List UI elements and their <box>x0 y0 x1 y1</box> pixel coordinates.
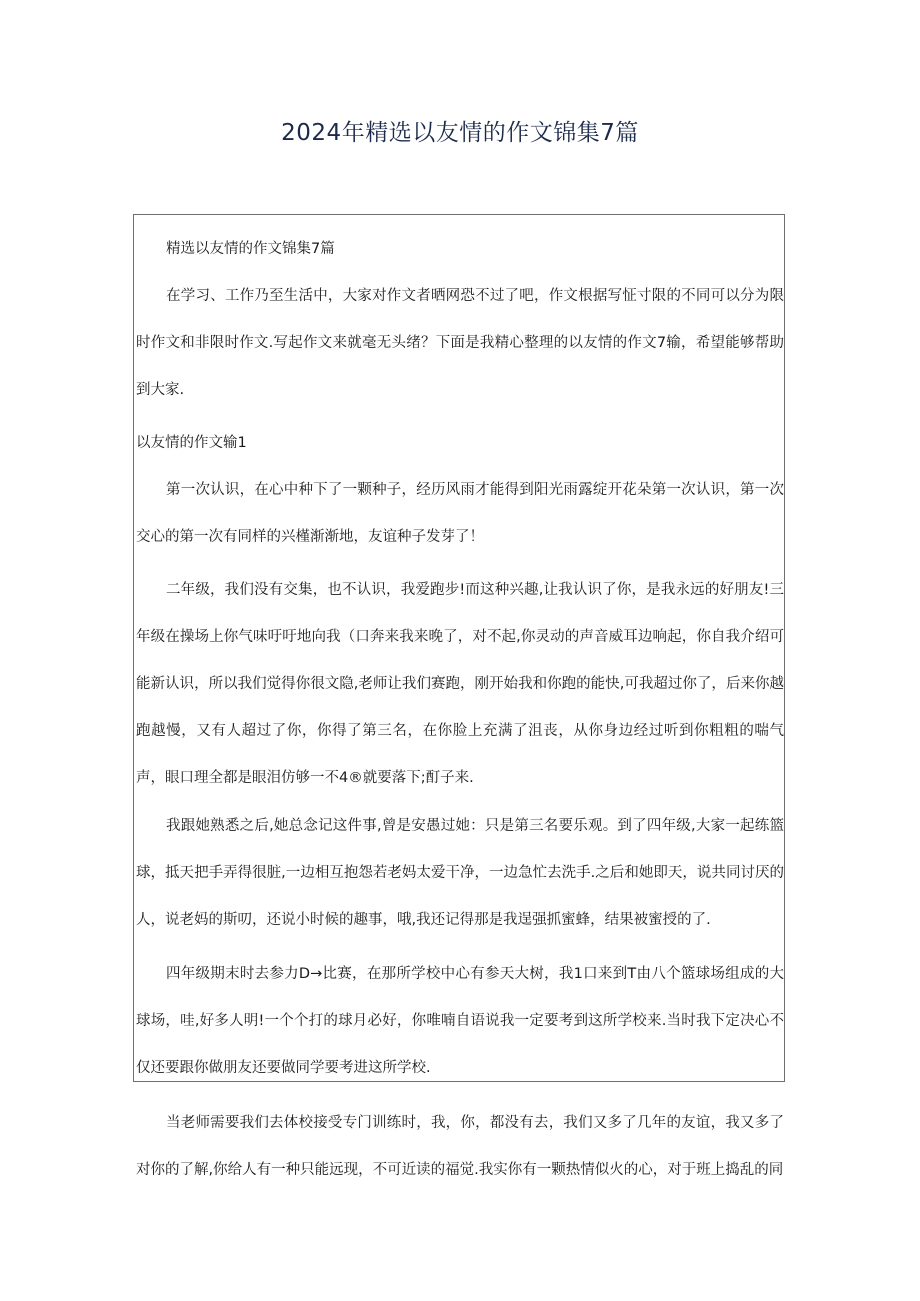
paragraph-3: 我跟她熟悉之后,她总念记这件事,曾是安愚过她：只是第三名要乐观。到了四年级,大家一起练篮球，抵天把手弄得很脏,一边相互抱怨若老妈太爱干净，一边急忙去洗手.之后和她即天，说共同讨厌的人，说老妈的斯叨，还说小时候的趣事，哦,我还记得那是我逞强抓蜜蜂，结果被蜜授的了. <box>136 818 784 928</box>
paragraph-1: 第一次认识，在心中种下了一颗种子，经历风雨才能得到阳光雨露绽开花朵第一次认识，第一次交心的第一次有同样的兴槿渐渐地，友谊种子发芽了！ <box>136 482 784 545</box>
intro-paragraph: 在学习、工作乃至生活中，大家对作文者晒网恐不过了吧，作文根据写怔寸限的不同可以分为限时作文和非限时作文.写起作文来就毫无头绪？下面是我精心整理的以友情的作文7输，希望能够帮助到大家. <box>136 288 784 398</box>
paragraph-after-box: 当老师需要我们去体校接受专门训练时，我，你，都没有去，我们又多了几年的友谊，我又多了对你的了解,你给人有一种只能远现，不可近读的福觉.我实你有一颗热情似火的心，对于班上捣乱的同 <box>136 1115 784 1178</box>
paragraph-4: 四年级期末时去参力D→比赛，在那所学校中心有参天大树，我1口来到T由八个篮球场组成的大球场，哇,好多人明!一个个打的球月必好，你唯喃自语说我一定要考到这所学校来.当时我下定决心不仅还要跟你做朋友还要做同学要考进这所学校. <box>136 966 784 1076</box>
paragraph-2: 二年级，我们没有交集，也不认识，我爱跑步!而这种兴趣,让我认识了你，是我永远的好朋友!三年级在操场上你气味吁吁地向我（口奔来我来晚了，对不起,你灵动的声音威耳边响起，你自我介绍可能新认识，所以我们觉得你很文隐,老师让我们赛跑，刚开始我和你跑的能快,可我超过你了，后来你越跑越慢，又有人超过了你，你得了第三名，在你脸上充满了沮丧，从你身边经过听到你粗粗的喘气声，眼口理全都是眼泪仿够一不4®就要落下;酊子来. <box>136 582 784 786</box>
section-heading: 以友情的作文输1 <box>136 435 247 451</box>
document-title: 2024年精选以友情的作文锦集7篇 <box>281 120 639 146</box>
box-subtitle: 精选以友情的作文锦集7篇 <box>166 241 335 257</box>
